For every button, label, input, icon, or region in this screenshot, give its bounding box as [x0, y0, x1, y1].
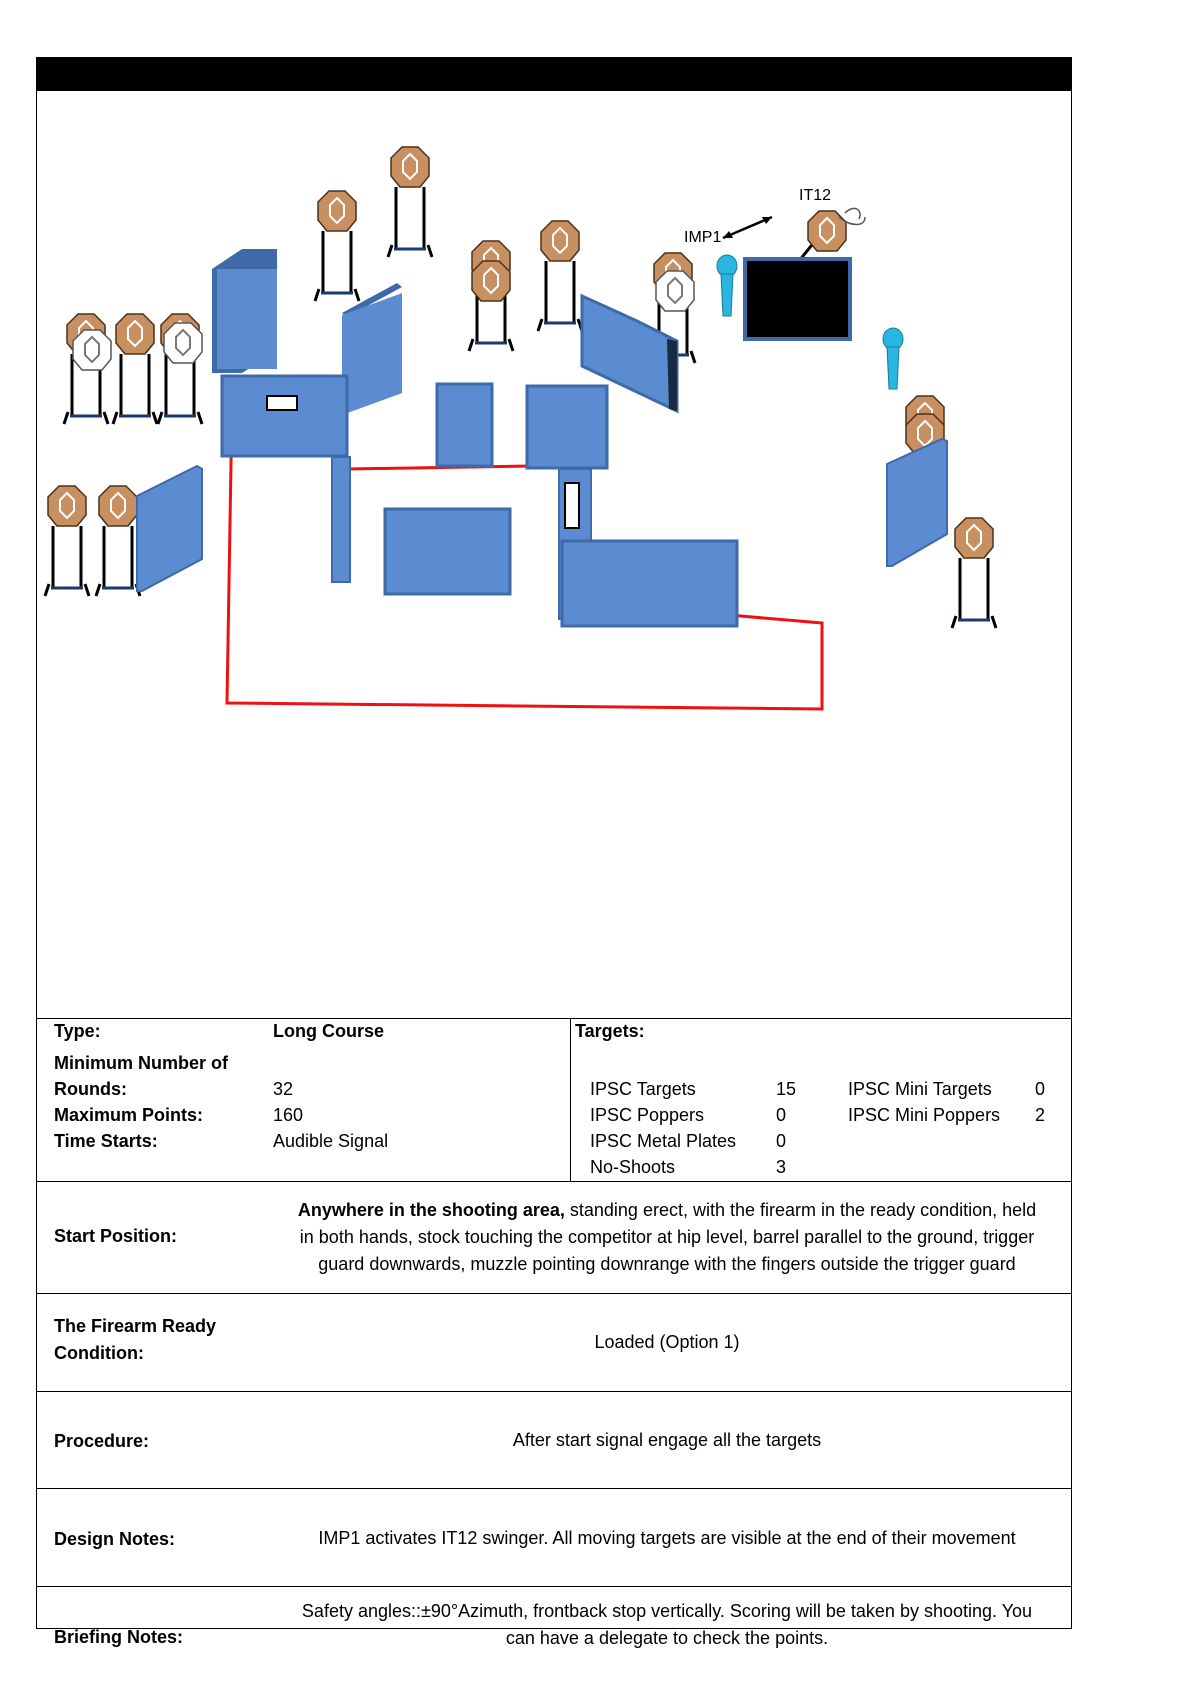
mini-target-name: IPSC Mini Targets [848, 1079, 992, 1099]
ipsc-target-7 [472, 261, 510, 301]
min-rounds-value: 32 [273, 1079, 294, 1099]
no-shoot-1 [73, 330, 111, 370]
it12-label: IT12 [799, 187, 832, 204]
briefing-notes-line1: Safety angles::±90°Azimuth, frontback stop vertically. Scoring will be taken by shooting. You [301, 1601, 1033, 1621]
wall-11 [137, 466, 202, 591]
no-shoot-2 [164, 323, 202, 363]
ipsc-target-4 [315, 191, 359, 301]
wall-8 [385, 509, 510, 594]
imp1-plate [745, 259, 850, 339]
design-notes-label: Design Notes: [54, 1529, 176, 1549]
ready-condition-value: Loaded (Option 1) [594, 1332, 740, 1352]
ipsc-target-10 [45, 486, 89, 596]
ipsc-target-14 [952, 518, 996, 628]
divider-ready-condition [37, 1293, 1071, 1294]
mini-popper-2 [883, 328, 903, 389]
start-position-text [267, 1197, 1067, 1278]
wall-7 [332, 457, 350, 582]
no-shoot-3 [656, 271, 694, 311]
mini-target-name: IPSC Mini Poppers [848, 1105, 1001, 1125]
divider-start-position [37, 1181, 1071, 1182]
wall-4 [437, 384, 492, 466]
divider-info-top [37, 1018, 1071, 1019]
start-position-line2: in both hands, stock touching the competitor at hip level, barrel parallel to the ground, trigger [299, 1227, 1035, 1247]
ipsc-target-5 [388, 147, 432, 257]
wall-1 [212, 249, 277, 373]
mini-popper-1 [717, 255, 737, 316]
target-type-count: 0 [776, 1105, 787, 1125]
time-starts-label: Time Starts: [54, 1131, 158, 1151]
briefing-notes-line2: can have a delegate to check the points. [505, 1628, 829, 1648]
start-position-label: Start Position: [54, 1226, 178, 1246]
min-rounds-label-line2: Rounds: [54, 1079, 127, 1099]
type-value: Long Course [273, 1021, 384, 1041]
target-type-name: IPSC Metal Plates [590, 1131, 737, 1151]
wall-2 [342, 283, 402, 415]
target-type-name: IPSC Poppers [590, 1105, 705, 1125]
divider-procedure [37, 1391, 1071, 1392]
target-type-name: IPSC Targets [590, 1079, 696, 1099]
time-starts-value: Audible Signal [273, 1131, 389, 1151]
targets-label: Targets: [575, 1021, 645, 1041]
stage-sheet [36, 57, 1072, 1648]
briefing-notes-label: Briefing Notes: [54, 1627, 184, 1647]
ready-condition-label-line1: The Firearm Ready [54, 1316, 217, 1336]
header-bar [37, 58, 1071, 91]
ipsc-target-2 [113, 314, 157, 424]
wall-12 [887, 439, 947, 566]
mini-target-count: 0 [1035, 1079, 1046, 1099]
min-rounds-label-line1: Minimum Number of [54, 1053, 228, 1073]
procedure-value: After start signal engage all the targets [512, 1430, 822, 1450]
divider-briefing-notes [37, 1586, 1071, 1587]
start-position-bold: Anywhere in the shooting area, [297, 1200, 565, 1220]
procedure-label: Procedure: [54, 1431, 150, 1451]
target-type-name: No-Shoots [590, 1157, 676, 1177]
wall-10 [562, 541, 737, 626]
max-points-label: Maximum Points: [54, 1105, 204, 1125]
start-position-line3: guard downwards, muzzle pointing downrange with the fingers outside the trigger guard [318, 1254, 1016, 1274]
wall-3 [222, 376, 347, 456]
ipsc-target-8 [538, 221, 582, 331]
max-points-value: 160 [273, 1105, 304, 1125]
divider-info-middle [570, 1018, 571, 1181]
target-type-count: 0 [776, 1131, 787, 1151]
target-type-count: 15 [776, 1079, 797, 1099]
target-type-count: 3 [776, 1157, 787, 1177]
type-label: Type: [54, 1021, 101, 1041]
briefing-notes-text [267, 1598, 1067, 1652]
stage-diagram [37, 91, 1071, 1019]
mini-target-count: 2 [1035, 1105, 1046, 1125]
stage-diagram-svg [37, 91, 1073, 1019]
ready-condition-label-line2: Condition: [54, 1343, 144, 1363]
design-notes-value: IMP1 activates IT12 swinger. All moving targets are visible at the end of their movement [318, 1528, 1016, 1548]
wall-5 [527, 386, 607, 468]
divider-design-notes [37, 1488, 1071, 1489]
ipsc-target-11 [96, 486, 140, 596]
start-position-line1: standing erect, with the firearm in the ready condition, held [564, 1200, 1037, 1220]
imp1-label: IMP1 [684, 229, 722, 246]
